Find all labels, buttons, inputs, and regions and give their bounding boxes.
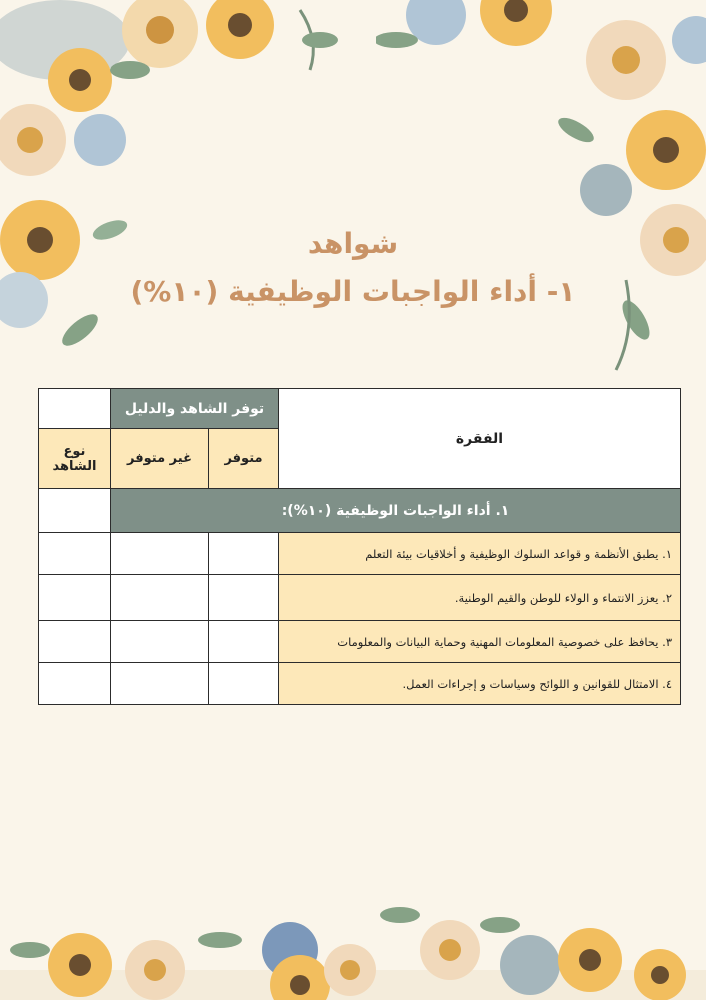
- floral-decoration-top-right: [376, 0, 706, 380]
- col-header-evidence-type: نوع الشاهد: [39, 429, 111, 489]
- available-cell[interactable]: [209, 533, 279, 575]
- header-blank-cell: [39, 389, 111, 429]
- section-blank-cell: [39, 489, 111, 533]
- available-cell[interactable]: [209, 621, 279, 663]
- title-block: [0, 222, 706, 312]
- not-available-cell[interactable]: [111, 663, 209, 705]
- table-row: [39, 621, 681, 663]
- not-available-cell[interactable]: [111, 621, 209, 663]
- available-cell[interactable]: [209, 575, 279, 621]
- evidence-type-cell[interactable]: [39, 533, 111, 575]
- col-header-evidence-group: توفر الشاهد والدليل: [111, 389, 279, 429]
- evidence-type-cell[interactable]: [39, 621, 111, 663]
- item-text: ٢. يعزز الانتماء و الولاء للوطن والقيم الوطنية.: [279, 575, 681, 621]
- floral-decoration-top-left: [0, 0, 360, 370]
- col-header-available: متوفر: [209, 429, 279, 489]
- page-title: شواهد: [307, 227, 399, 260]
- floral-decoration-bottom: [0, 890, 706, 1000]
- table-row: [39, 575, 681, 621]
- not-available-cell[interactable]: [111, 575, 209, 621]
- item-text: ٤. الامتثال للقوانين و اللوائح وسياسات و إجراءات العمل.: [279, 663, 681, 705]
- col-header-paragraph: الفقرة: [279, 389, 681, 489]
- table-row: [39, 663, 681, 705]
- table-row: [39, 533, 681, 575]
- evidence-type-cell[interactable]: [39, 575, 111, 621]
- not-available-cell[interactable]: [111, 533, 209, 575]
- available-cell[interactable]: [209, 663, 279, 705]
- evidence-table: [38, 388, 681, 705]
- col-header-not-available: غير متوفر: [111, 429, 209, 489]
- item-text: ١. يطبق الأنظمة و قواعد السلوك الوظيفية و أخلاقيات بيئة التعلم: [279, 533, 681, 575]
- item-text: ٣. يحافظ على خصوصية المعلومات المهنية وحماية البيانات والمعلومات: [279, 621, 681, 663]
- section-header: ١. أداء الواجبات الوظيفية (١٠%):: [111, 489, 681, 533]
- page-subtitle: ١- أداء الواجبات الوظيفية (١٠%): [130, 275, 576, 308]
- evidence-type-cell[interactable]: [39, 663, 111, 705]
